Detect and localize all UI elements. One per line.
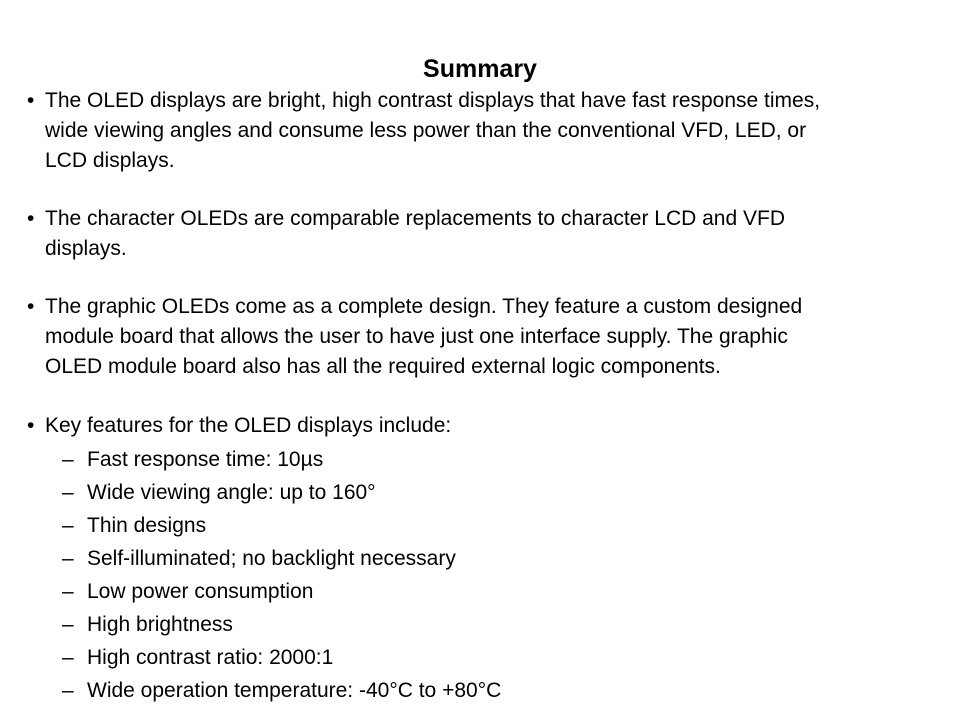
feature-text: Low power consumption xyxy=(87,580,314,603)
bullet-marker: • xyxy=(27,207,35,230)
dash-marker: – xyxy=(62,580,74,603)
dash-marker: – xyxy=(62,481,74,504)
dash-marker: – xyxy=(62,646,74,669)
bullet-line: displays. xyxy=(45,237,127,260)
dash-marker: – xyxy=(62,514,74,537)
dash-marker: – xyxy=(62,448,74,471)
feature-text: High contrast ratio: 2000:1 xyxy=(87,646,334,669)
feature-item xyxy=(0,445,960,475)
bullet-text xyxy=(45,86,925,176)
dash-marker: – xyxy=(62,547,74,570)
slide-title: Summary xyxy=(423,55,537,83)
bullet-marker: • xyxy=(27,414,35,437)
bullet-marker: • xyxy=(27,89,35,112)
feature-text: High brightness xyxy=(87,613,233,636)
bullet-text xyxy=(45,411,925,441)
dash-marker: – xyxy=(62,679,74,702)
bullet-line: Key features for the OLED displays include: xyxy=(45,414,452,437)
feature-text: Self-illuminated; no backlight necessary xyxy=(87,547,456,570)
bullet-line: OLED module board also has all the required external logic components. xyxy=(45,355,721,378)
bullet-line: The character OLEDs are comparable replacements to character LCD and VFD xyxy=(45,207,785,230)
feature-item xyxy=(0,643,960,673)
bullet-line: module board that allows the user to have just one interface supply. The graphic xyxy=(45,325,788,348)
feature-item xyxy=(0,478,960,508)
bullet-line: wide viewing angles and consume less power than the conventional VFD, LED, or xyxy=(45,119,807,142)
bullet-line: The graphic OLEDs come as a complete design. They feature a custom designed xyxy=(45,295,803,318)
bullet-text xyxy=(45,292,925,382)
feature-text: Thin designs xyxy=(87,514,207,537)
feature-item xyxy=(0,676,960,706)
feature-text: Wide viewing angle: up to 160° xyxy=(87,481,376,504)
feature-item xyxy=(0,610,960,640)
feature-item xyxy=(0,511,960,541)
feature-text: Fast response time: 10µs xyxy=(87,448,324,471)
feature-item xyxy=(0,544,960,574)
feature-item xyxy=(0,577,960,607)
bullet-line: The OLED displays are bright, high contrast displays that have fast response times, xyxy=(45,89,821,112)
dash-marker: – xyxy=(62,613,74,636)
feature-text: Wide operation temperature: -40°C to +80°C xyxy=(87,679,502,702)
bullet-text xyxy=(45,204,925,264)
bullet-marker: • xyxy=(27,295,35,318)
bullet-line: LCD displays. xyxy=(45,149,175,172)
